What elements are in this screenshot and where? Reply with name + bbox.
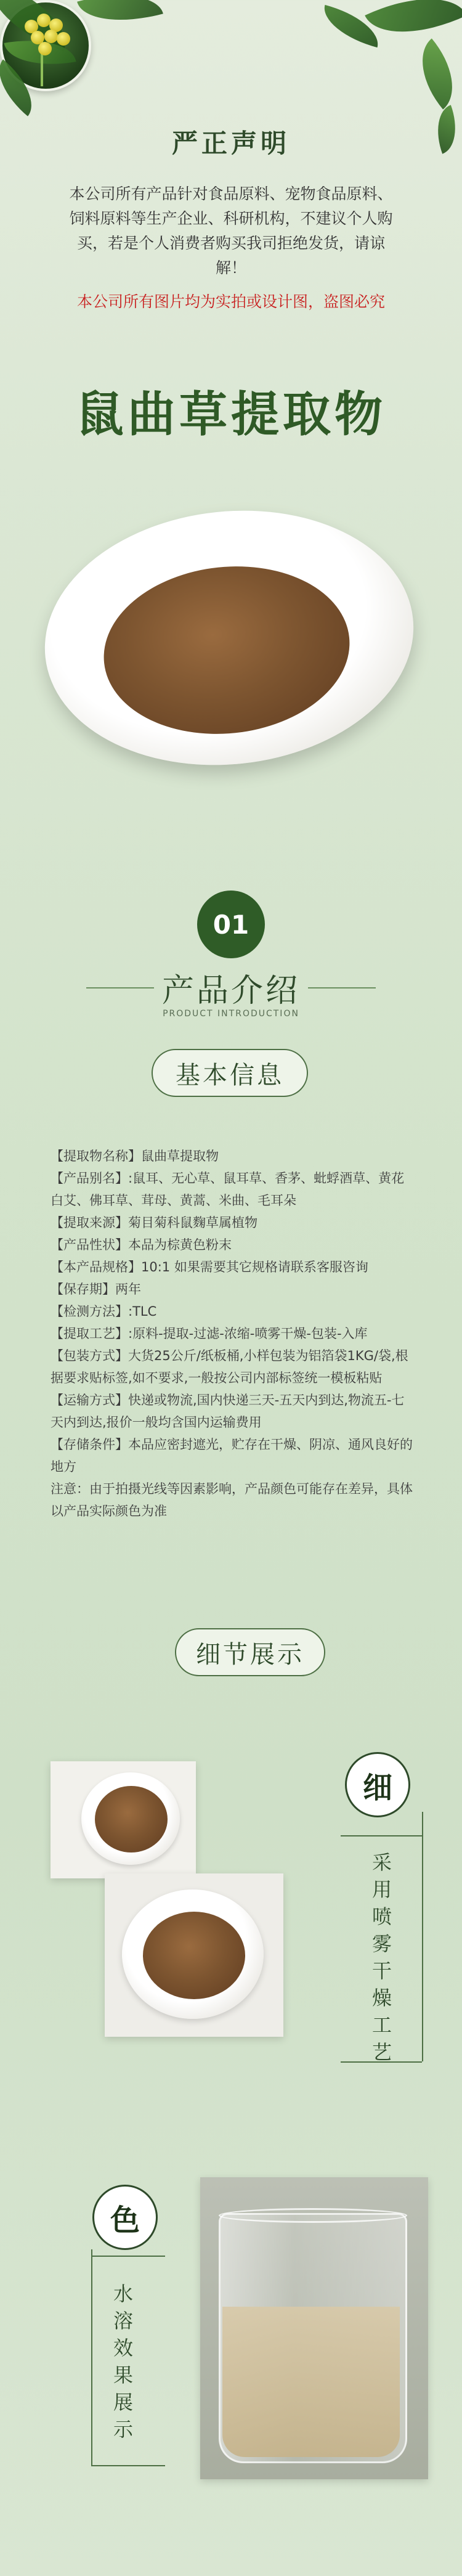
info-item-packaging: 【包装方式】大货25公斤/纸板桶,小样包装为铝箔袋1KG/袋,根据要求贴标签,如不要求,一般按公司内部标签统一模板粘贴	[51, 1348, 408, 1385]
color-frame-line	[91, 2256, 165, 2257]
top-left-leaf-decoration	[77, 0, 163, 35]
water-solution-photo	[200, 2177, 428, 2479]
statement-warning: 本公司所有图片均为实拍或设计图，盗图必究	[76, 293, 385, 311]
info-item-shelf-life: 【保存期】两年	[51, 1282, 141, 1297]
info-item-name: 【提取物名称】鼠曲草提取物	[51, 1149, 219, 1164]
section-subtitle: PRODUCT INTRODUCTION	[163, 1009, 299, 1019]
fine-frame-line	[341, 1835, 422, 1836]
info-item-alias: 【产品别名】:鼠耳、无心草、鼠耳草、香茅、蚍蜉酒草、黄花白艾、佛耳草、茸母、黄蒿、米曲、毛耳朵	[51, 1171, 405, 1208]
info-item-storage: 【存储条件】本品应密封遮光，贮存在干燥、阴凉、通风良好的地方	[51, 1437, 413, 1474]
fine-badge: 细	[345, 1752, 410, 1817]
color-caption: 水溶效果展示	[113, 2282, 133, 2441]
detail-display-label: 细节展示	[175, 1628, 325, 1676]
fine-frame-line	[422, 1812, 423, 2061]
product-title: 鼠曲草提取物	[75, 387, 386, 442]
top-right-leaf-decoration	[365, 0, 462, 54]
info-item-note: 注意：由于拍摄光线等因素影响，产品颜色可能存在差异，具体以产品实际颜色为准	[51, 1482, 413, 1518]
basic-info-label: 基本信息	[152, 1049, 308, 1097]
powder-detail-photo-2	[105, 1873, 283, 2037]
color-frame-line	[91, 2249, 92, 2465]
top-right-leaf-decoration	[403, 38, 462, 109]
color-badge: 色	[92, 2185, 158, 2250]
section-number-badge: 01	[197, 891, 265, 958]
info-item-test-method: 【检测方法】:TLC	[51, 1304, 157, 1319]
info-item-source: 【提取来源】菊目菊科鼠麴草属植物	[51, 1215, 257, 1230]
info-item-appearance: 【产品性状】本品为棕黄色粉末	[51, 1237, 232, 1252]
info-item-process: 【提取工艺】:原料-提取-过滤-浓缩-喷雾干燥-包装-入库	[51, 1326, 368, 1341]
info-item-shipping: 【运输方式】快递或物流,国内快递三天-五天内到达,物流五-七天内到达,报价一般均含国内运输费用	[51, 1393, 405, 1430]
product-info-list	[51, 1145, 414, 1522]
section-title: 产品介绍	[161, 972, 300, 1009]
powder-detail-photo-1	[51, 1761, 196, 1878]
color-frame-line	[91, 2465, 165, 2466]
info-item-spec: 【本产品规格】10:1 如果需要其它规格请联系客服咨询	[51, 1260, 368, 1274]
statement-title: 严正声明	[171, 128, 290, 158]
statement-body: 本公司所有产品针对食品原料、宠物食品原料、饲料原料等生产企业、科研机构，不建议个人购买，若是个人消费者购买我司拒绝发货，请谅解！	[69, 185, 393, 277]
fine-caption: 采用喷雾干燥工艺	[371, 1851, 392, 2064]
